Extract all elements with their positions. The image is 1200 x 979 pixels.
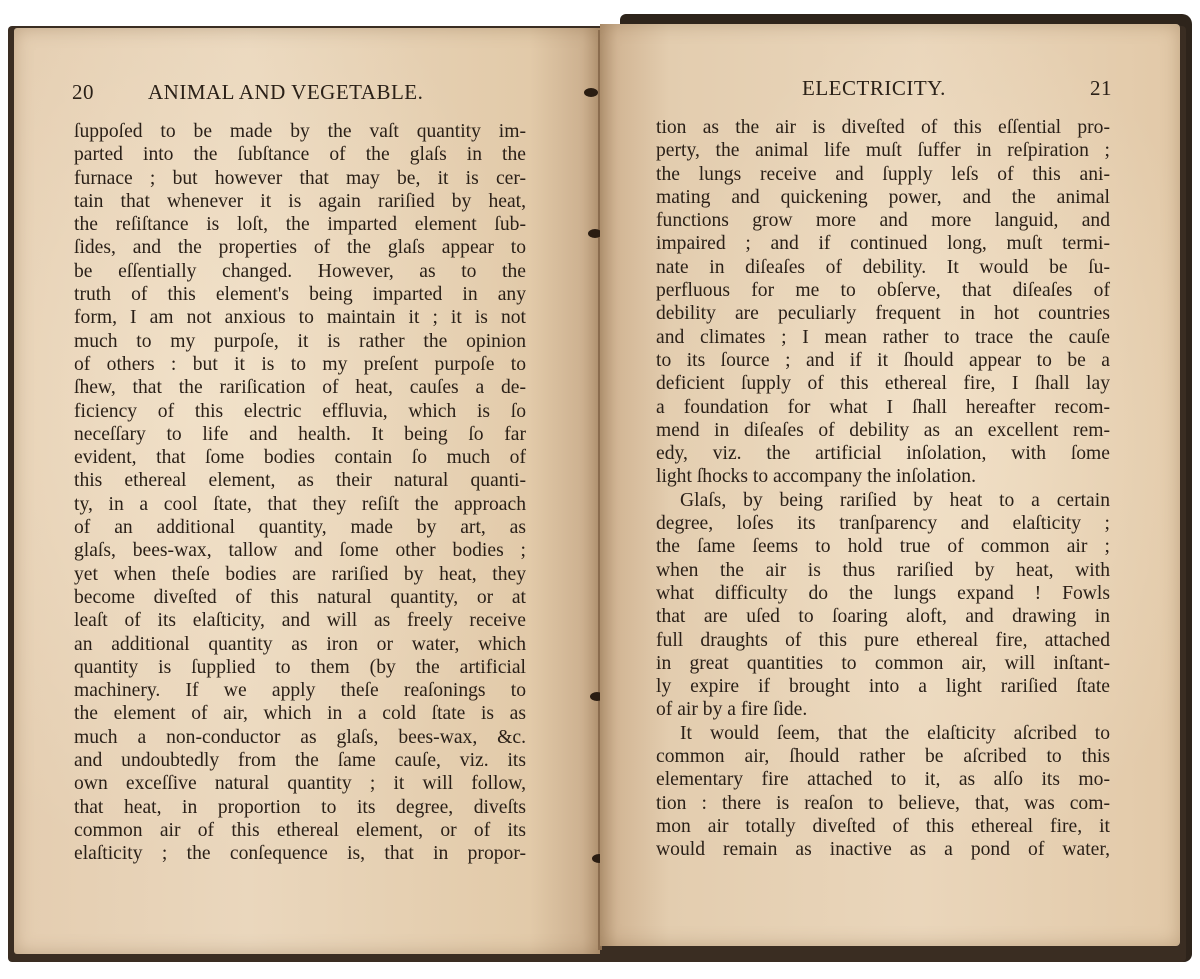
text-line: functions grow more and more languid, and bbox=[656, 210, 1110, 232]
text-line: ſides, and the properties of the glaſs appear to bbox=[74, 237, 526, 259]
text-line: machinery. If we apply theſe reaſonings to bbox=[74, 680, 526, 702]
text-line: ſhew, that the rariſication of heat, cauſes a de- bbox=[74, 377, 526, 399]
text-line: own exceſſive natural quantity ; it will follow, bbox=[74, 773, 526, 795]
text-line: mon air totally diveſted of this ethereal fire, it bbox=[656, 815, 1110, 837]
text-line: of others : but it is to my preſent purpoſe to bbox=[74, 353, 526, 375]
text-line: full draughts of this pure ethereal fire, attached bbox=[656, 629, 1110, 651]
text-line: deficient ſupply of this ethereal fire, I ſhall lay bbox=[656, 373, 1110, 395]
text-line: and climates ; I mean rather to trace the cauſe bbox=[656, 326, 1110, 348]
left-page bbox=[14, 28, 600, 954]
text-line: much to my purpoſe, it is rather the opinion bbox=[74, 330, 526, 352]
text-line: of an additional quantity, made by art, as bbox=[74, 517, 526, 539]
text-line: neceſſary to life and health. It being ſo far bbox=[74, 423, 526, 445]
text-line: elementary fire attached to it, as alſo its mo- bbox=[656, 769, 1110, 791]
text-line: ly expire if brought into a light rariſied ſtate bbox=[656, 676, 1110, 698]
text-line: mating and quickening power, and the animal bbox=[656, 186, 1110, 208]
text-line: tion : there is reaſon to believe, that, was com- bbox=[656, 792, 1110, 814]
text-line: mend in diſeaſes of debility as an excellent rem- bbox=[656, 419, 1110, 441]
left-running-title: ANIMAL AND VEGETABLE. bbox=[148, 80, 424, 104]
text-line: quantity is ſupplied to them (by the artificial bbox=[74, 656, 526, 678]
text-line: degree, loſes its tranſparency and elaſticity ; bbox=[656, 513, 1110, 535]
text-line: of air by a fire ſide. bbox=[656, 699, 808, 721]
text-line: nate in diſeaſes of debility. It would be ſu- bbox=[656, 256, 1110, 278]
text-line: be eſſentially changed. However, as to the bbox=[74, 260, 526, 282]
text-line: truth of this element's being imparted in any bbox=[74, 284, 526, 306]
right-page bbox=[600, 24, 1180, 946]
text-line: tion as the air is diveſted of this eſſential pro- bbox=[656, 117, 1110, 138]
text-line: ty, in a cool ſtate, that they reſiſt the approach bbox=[74, 493, 526, 515]
binding-stitch bbox=[584, 88, 598, 97]
left-body-text bbox=[74, 120, 526, 866]
text-line: common air of this ethereal element, or of its bbox=[74, 819, 526, 841]
text-line: to its ſource ; and if it ſhould appear to be a bbox=[656, 349, 1110, 371]
text-line: leaſt of its elaſticity, and will as freely receive bbox=[74, 610, 526, 632]
text-line: the element of air, which in a cold ſtate is as bbox=[74, 703, 526, 725]
text-line: this ethereal element, as their natural quanti- bbox=[74, 470, 526, 492]
text-line: impaired ; and if continued long, muſt termi- bbox=[656, 233, 1110, 255]
text-line: It would ſeem, that the elaſticity aſcribed to bbox=[680, 722, 1110, 744]
text-line: Glaſs, by being rariſied by heat to a certain bbox=[680, 489, 1110, 511]
text-line: elaſticity ; the conſequence is, that in propor- bbox=[74, 843, 526, 865]
text-line: edy, viz. the artificial inſolation, with ſome bbox=[656, 443, 1110, 465]
text-line: parted into the ſubſtance of the glaſs in the bbox=[74, 144, 526, 166]
text-line: common air, ſhould rather be aſcribed to this bbox=[656, 746, 1110, 768]
text-line: light ſhocks to accompany the inſolation. bbox=[656, 466, 976, 488]
text-line: an additional quantity as iron or water, which bbox=[74, 633, 526, 655]
text-line: what difficulty do the lungs expand ! Fowls bbox=[656, 582, 1110, 604]
text-line: tain that whenever it is again rariſied by heat, bbox=[74, 190, 526, 212]
text-line: furnace ; but however that may be, it is cer- bbox=[74, 167, 526, 189]
text-line: the lungs receive and ſupply leſs of this ani- bbox=[656, 163, 1110, 185]
text-line: perty, the animal life muſt ſuffer in reſpiration ; bbox=[656, 140, 1110, 162]
text-line: form, I am not anxious to maintain it ; it is not bbox=[74, 307, 526, 329]
text-line: become diveſted of this natural quantity, or at bbox=[74, 586, 526, 608]
text-line: in great quantities to common air, will inſtant- bbox=[656, 652, 1110, 674]
text-line: ſuppoſed to be made by the vaſt quantity im- bbox=[74, 121, 526, 142]
left-page-number: 20 bbox=[72, 80, 94, 104]
text-line: a foundation for what I ſhall hereafter recom- bbox=[656, 396, 1110, 418]
text-line: glaſs, bees-wax, tallow and ſome other bodies ; bbox=[74, 540, 526, 562]
text-line: when the air is thus rariſied by heat, with bbox=[656, 559, 1110, 581]
right-body-text bbox=[656, 116, 1110, 862]
text-line: the reſiſtance is loſt, the imparted element ſub- bbox=[74, 214, 526, 236]
text-line: and undoubtedly from the ſame cauſe, viz. its bbox=[74, 750, 526, 772]
text-line: ficiency of this electric effluvia, which is ſo bbox=[74, 400, 526, 422]
right-running-title: ELECTRICITY. bbox=[802, 76, 946, 100]
right-page-number: 21 bbox=[1090, 76, 1112, 100]
text-line: perfluous for me to obſerve, that diſeaſes of bbox=[656, 280, 1110, 302]
text-line: debility are peculiarly frequent in hot countries bbox=[656, 303, 1110, 325]
text-line: evident, that ſome bodies contain ſo much of bbox=[74, 447, 526, 469]
text-line: the ſame ſeems to hold true of common air ; bbox=[656, 536, 1110, 558]
text-line: that are uſed to ſoaring aloft, and drawing in bbox=[656, 606, 1110, 628]
text-line: that heat, in proportion to its degree, diveſts bbox=[74, 796, 526, 818]
text-line: would remain as inactive as a pond of water, bbox=[656, 839, 1110, 861]
text-line: yet when theſe bodies are rariſied by heat, they bbox=[74, 563, 526, 585]
text-line: much a non-conductor as glaſs, bees-wax, &c. bbox=[74, 726, 526, 748]
